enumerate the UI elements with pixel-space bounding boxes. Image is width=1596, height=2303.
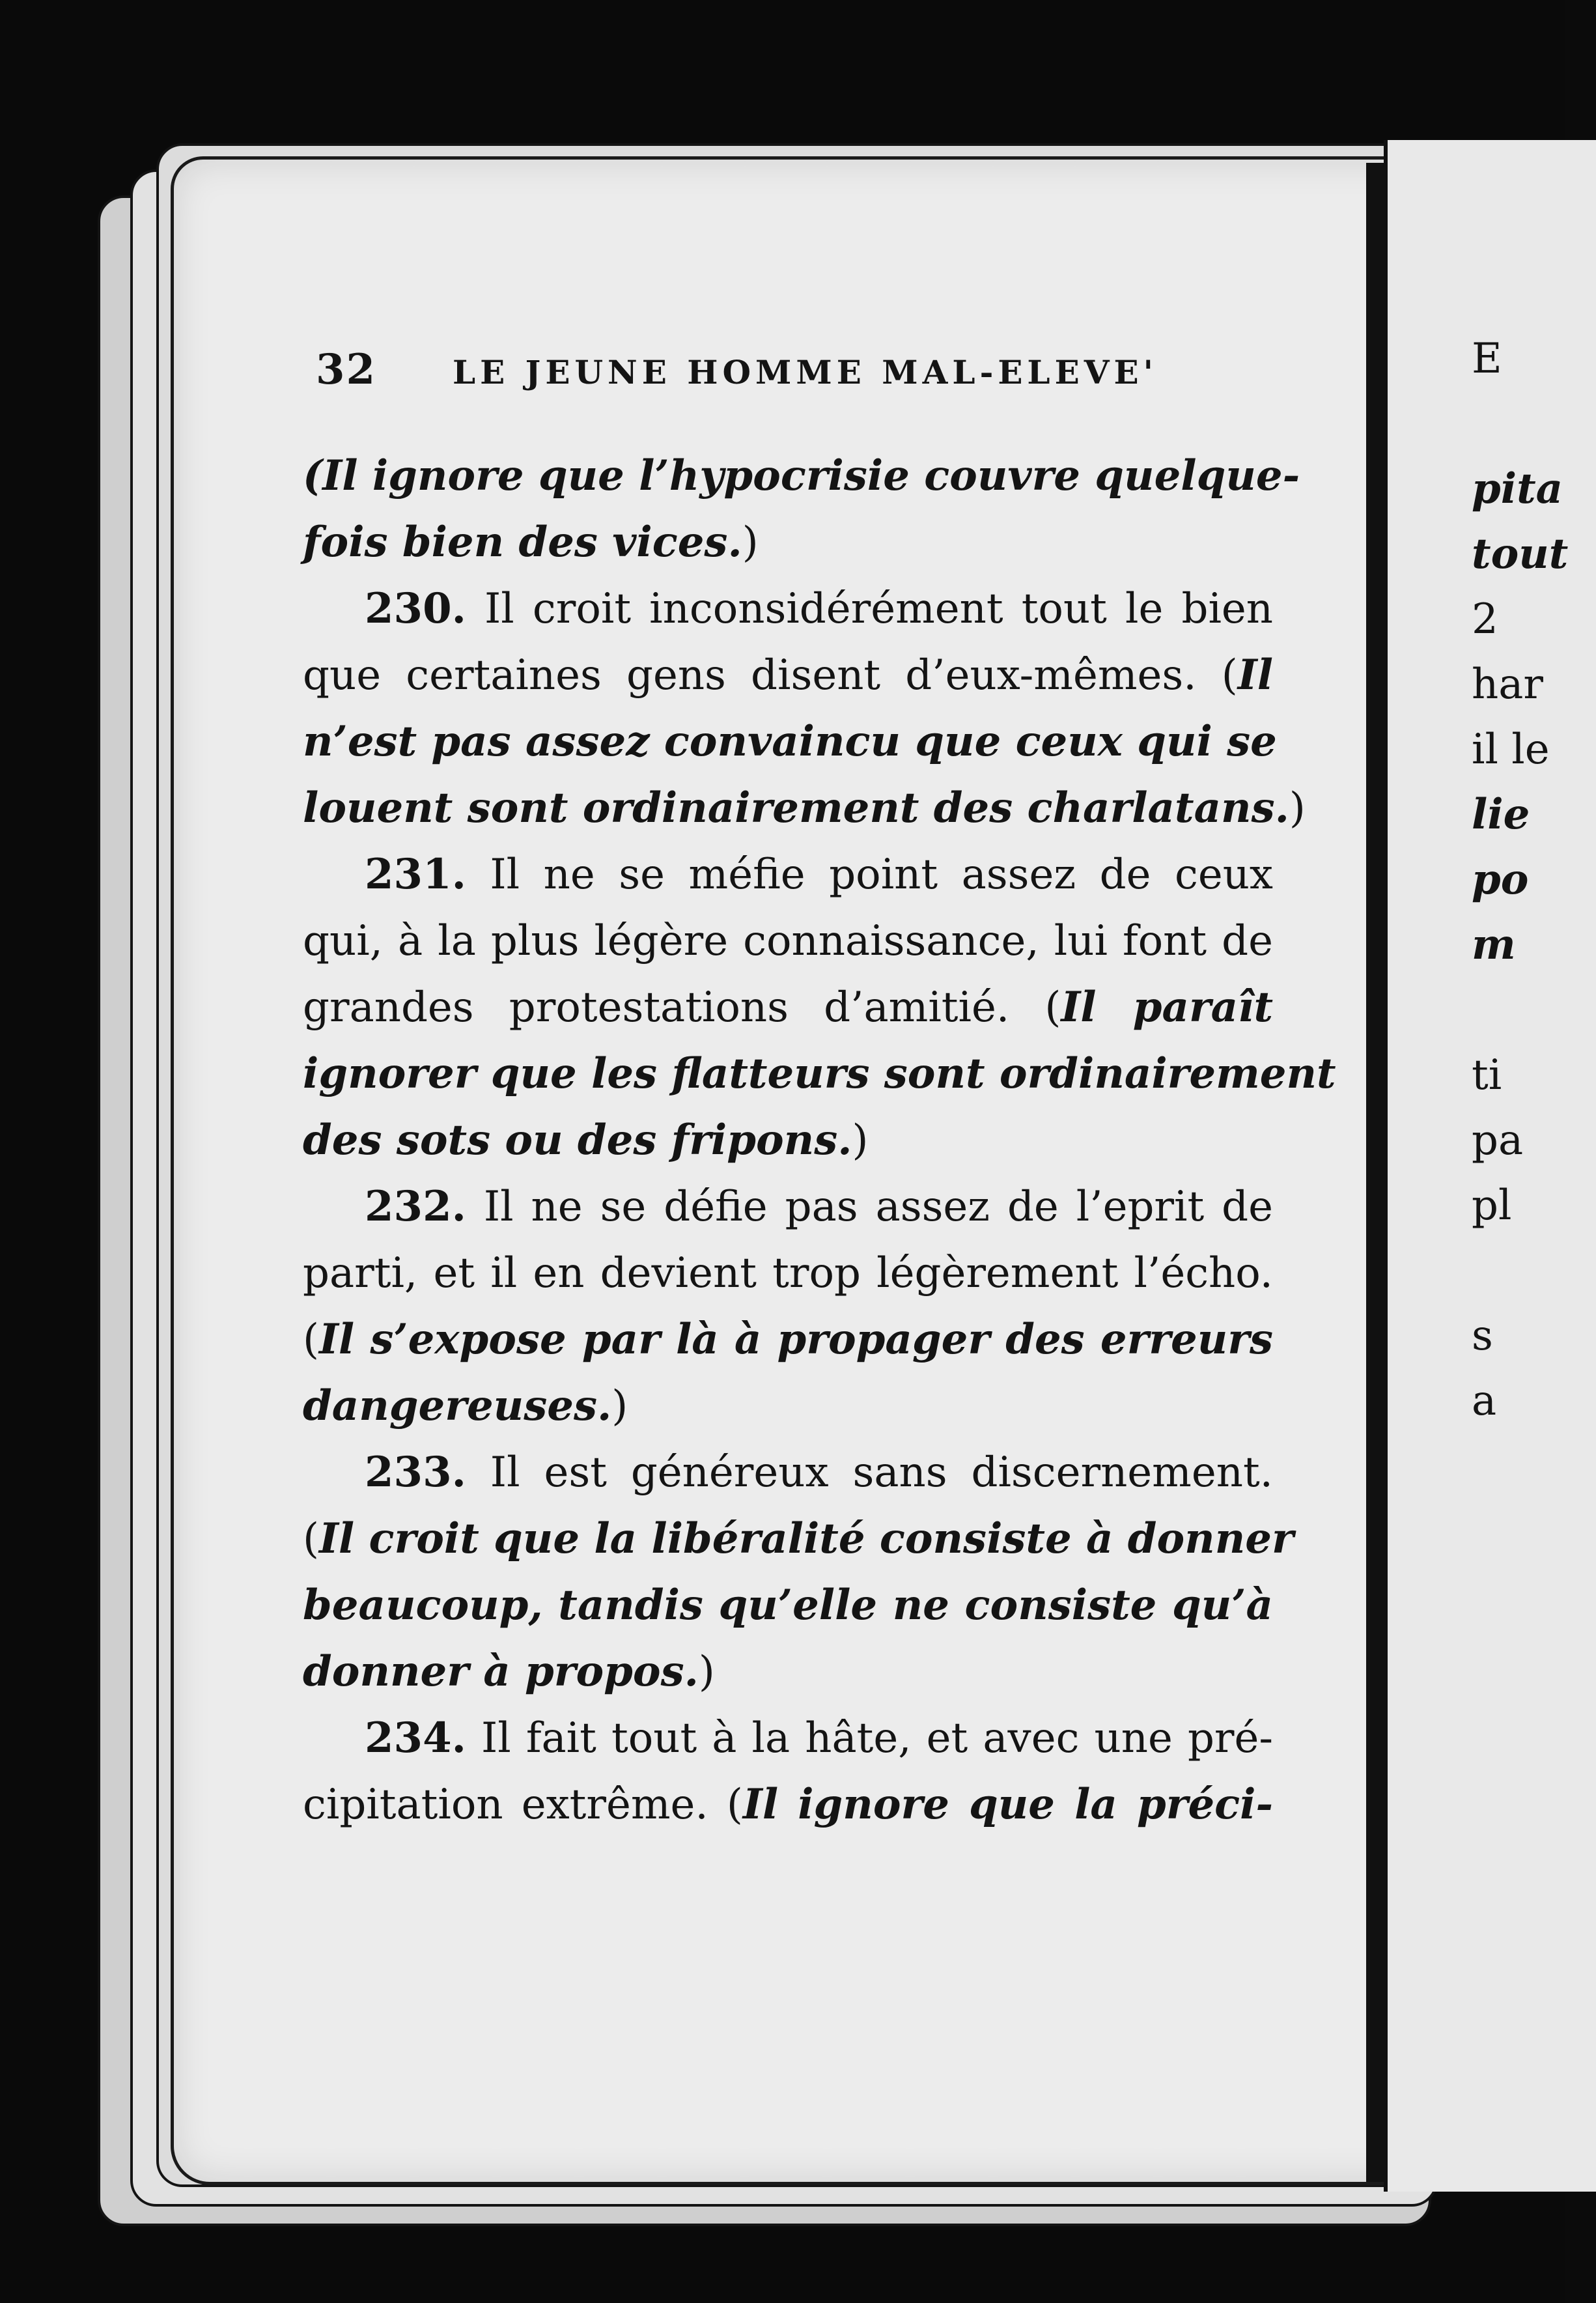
italic-text: beaucoup, tandis qu’elle ne consiste qu’à bbox=[303, 1581, 1273, 1630]
right-page-fragment: a bbox=[1472, 1377, 1497, 1425]
text-run: Il est généreux sans discernement. bbox=[466, 1448, 1273, 1497]
right-page-fragment: pa bbox=[1472, 1116, 1524, 1165]
right-page-fragment: po bbox=[1472, 855, 1529, 904]
text-run: ) bbox=[698, 1648, 715, 1696]
right-page-fragment: m bbox=[1472, 920, 1516, 969]
italic-text: fois bien des vices. bbox=[303, 518, 742, 567]
italic-text: Il ignore que la préci- bbox=[742, 1780, 1274, 1829]
right-page-fragment: pl bbox=[1472, 1181, 1512, 1230]
text-line bbox=[303, 443, 1300, 509]
paragraph-number: 231. bbox=[365, 850, 466, 899]
text-line bbox=[303, 1307, 1273, 1373]
text-line bbox=[303, 1772, 1273, 1838]
text-line bbox=[303, 1439, 1273, 1506]
italic-text: donner à propos. bbox=[303, 1647, 699, 1696]
page-number: 32 bbox=[316, 345, 377, 394]
running-head bbox=[316, 345, 1253, 404]
right-page-fragment: E bbox=[1472, 335, 1502, 383]
italic-text: n’est pas assez convaincu que ceux qui se bbox=[303, 717, 1277, 766]
book-title: LE JEUNE HOMME MAL-ELEVE' bbox=[453, 353, 1158, 391]
text-line bbox=[303, 1705, 1273, 1772]
text-line bbox=[303, 576, 1273, 642]
text-line bbox=[303, 1107, 1273, 1174]
text-line bbox=[303, 775, 1306, 841]
text-line bbox=[303, 1373, 1273, 1439]
text-line bbox=[303, 642, 1273, 709]
right-page-fragment bbox=[1472, 391, 1576, 456]
text-line bbox=[303, 1572, 1273, 1639]
text-run: Il fait tout à la hâte, et avec une pré- bbox=[466, 1714, 1273, 1762]
right-page-text-fragments bbox=[1472, 326, 1576, 1433]
text-line bbox=[303, 841, 1273, 908]
text-run: ) bbox=[742, 518, 759, 567]
italic-text: ignorer que les flatteurs sont ordinairement bbox=[303, 1049, 1336, 1098]
text-run: ) bbox=[852, 1116, 869, 1165]
text-run: Il ne se défie pas assez de l’eprit de bbox=[466, 1183, 1273, 1231]
text-line bbox=[303, 908, 1273, 974]
italic-text: (Il ignore que l’hypocrisie couvre quelque- bbox=[303, 451, 1300, 500]
text-run: ( bbox=[303, 1316, 319, 1364]
text-run: Il croit inconsidérément tout le bien bbox=[466, 585, 1273, 633]
right-page-fragment: 2 bbox=[1472, 595, 1498, 643]
text-line bbox=[303, 1174, 1273, 1240]
right-page-fragment: har bbox=[1472, 660, 1543, 709]
right-page-fragment: ti bbox=[1472, 1051, 1502, 1099]
text-run: que certaines gens disent d’eux-mêmes. ( bbox=[303, 651, 1238, 699]
right-page-fragment: lie bbox=[1472, 790, 1530, 839]
italic-text: louent sont ordinairement des charlatans. bbox=[303, 784, 1289, 832]
italic-text: Il paraît bbox=[1061, 983, 1274, 1032]
paragraph-number: 233. bbox=[365, 1448, 466, 1497]
text-line bbox=[303, 1639, 1273, 1705]
italic-text: dangereuses. bbox=[303, 1381, 612, 1430]
text-run: cipitation extrême. ( bbox=[303, 1781, 743, 1829]
right-page-fragment: tout bbox=[1472, 530, 1569, 578]
right-page-fragment bbox=[1472, 1237, 1576, 1303]
italic-text: Il bbox=[1237, 651, 1273, 699]
paragraph-number: 230. bbox=[365, 584, 466, 633]
text-run: ( bbox=[303, 1515, 319, 1563]
paragraph-number: 232. bbox=[365, 1182, 466, 1231]
text-line bbox=[303, 709, 1277, 775]
right-page-fragment: s bbox=[1472, 1312, 1493, 1360]
body-text bbox=[303, 443, 1336, 1838]
text-run: parti, et il en devient trop légèrement l’écho. bbox=[303, 1249, 1273, 1297]
italic-text: des sots ou des fripons. bbox=[303, 1116, 852, 1165]
text-run: grandes protestations d’amitié. ( bbox=[303, 983, 1061, 1032]
right-page-fragment bbox=[1472, 977, 1576, 1042]
text-line bbox=[303, 974, 1273, 1041]
text-run: Il ne se méfie point assez de ceux bbox=[466, 851, 1273, 899]
text-line bbox=[303, 1041, 1336, 1107]
italic-text: Il croit que la libéralité consiste à donner bbox=[318, 1514, 1294, 1563]
book-gutter bbox=[1366, 163, 1386, 2182]
text-line bbox=[303, 509, 1273, 576]
right-page-fragment: il le bbox=[1472, 726, 1550, 774]
italic-text: Il s’expose par là à propager des erreurs bbox=[318, 1315, 1273, 1364]
text-run: qui, à la plus légère connaissance, lui font de bbox=[303, 917, 1273, 965]
text-line bbox=[303, 1506, 1294, 1572]
text-line bbox=[303, 1240, 1273, 1307]
text-run: ) bbox=[1289, 784, 1306, 832]
paragraph-number: 234. bbox=[365, 1714, 466, 1762]
right-page-fragment: pita bbox=[1472, 464, 1563, 513]
text-run: ) bbox=[611, 1382, 628, 1430]
